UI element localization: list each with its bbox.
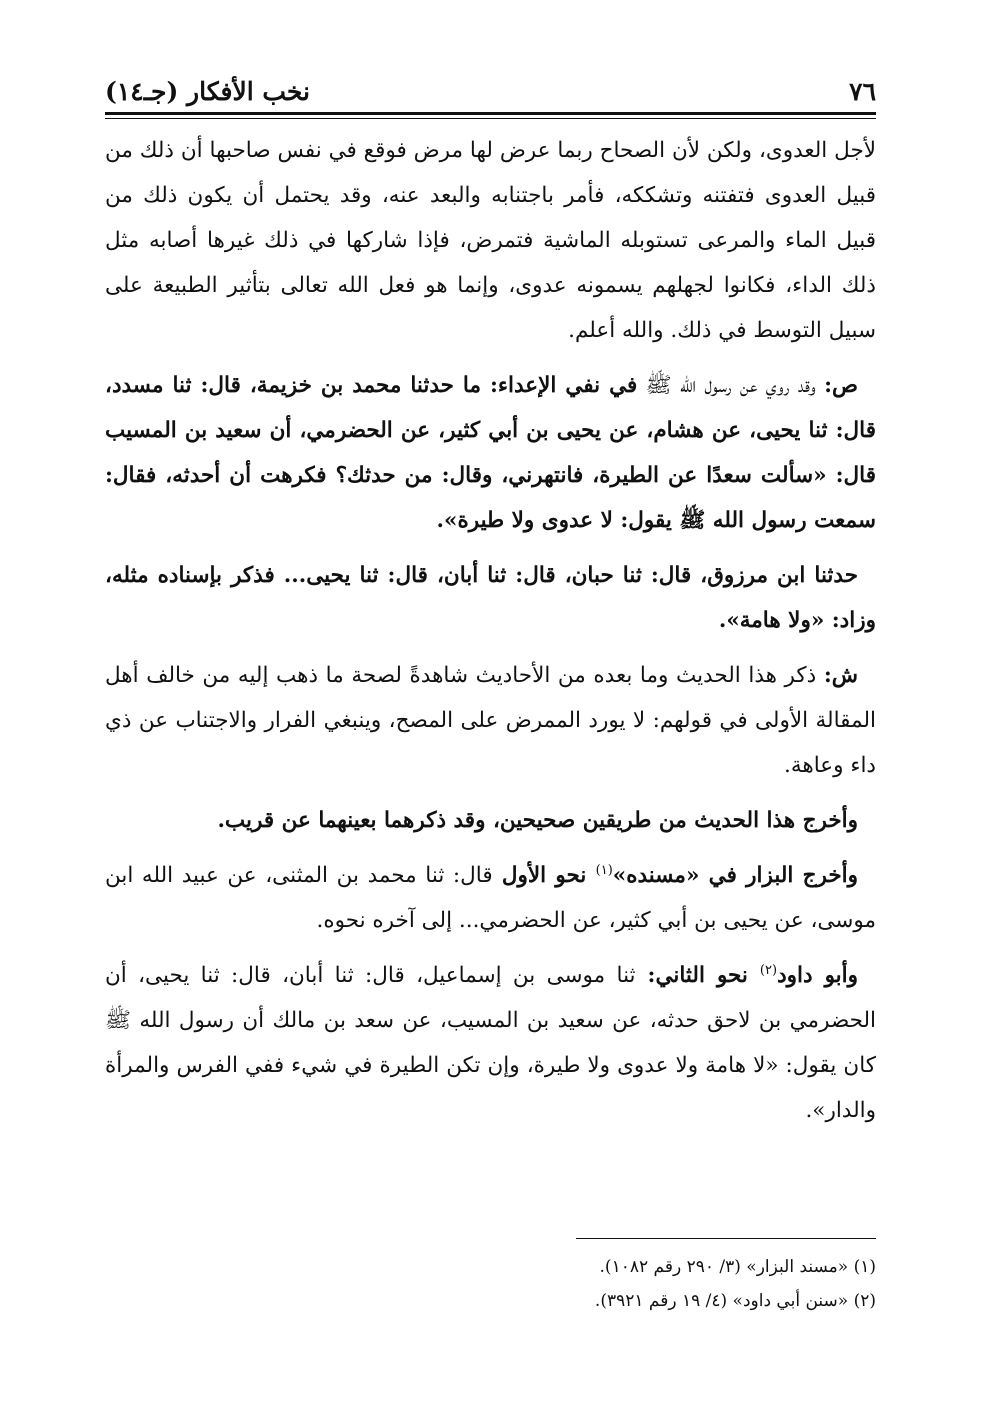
sad-intro: وقد روي عن رسول الله ﷺ: [637, 373, 825, 398]
hadith-2-paragraph: [105, 553, 876, 643]
abu-dawud-paragraph: [105, 953, 876, 1133]
shin-paragraph: [105, 653, 876, 788]
footnote-1: (١) «مسند البزار» (٣/ ٢٩٠ رقم ١٠٨٢).: [599, 1257, 876, 1277]
sad-paragraph: [105, 363, 876, 543]
footnote-2: (٢) «سنن أبي داود» (٤/ ١٩ رقم ٣٩٢١).: [594, 1291, 876, 1311]
abu-dawud-text: ثنا موسى بن إسماعيل، قال: ثنا أبان، قال: ثنا يحيى، أن الحضرمي بن لاحق حدثه، عن سعيد بن المسيب، عن سعد بن مالك أن رسول الله ﷺ كان يقول: «لا هامة ولا عدوى ولا طيرة، وإن تكن الطيرة في شيء ففي الفرس والمرأة والدار».: [105, 963, 876, 1123]
shin-text: ذكر هذا الحديث وما بعده من الأحاديث شاهدةً لصحة ما ذهب إليه من خالف أهل المقالة الأولى في قولهم: لا يورد الممرض على المصح، وينبغي الفرار والاجتناب عن ذي داء وعاهة.: [105, 663, 876, 778]
sad-bold-text: في نفي الإعداء: ما حدثنا محمد بن خزيمة، قال: ثنا مسدد، قال: ثنا يحيى، عن هشام، عن يحيى بن أبي كثير، عن الحضرمي، أن سعيد بن المسيب قال: «سألت سعدًا عن الطيرة، فانتهرني، وقال: من حدثك؟ فكرهت أن أحدثه، فقال: سمعت رسول الله ﷺ يقول: لا عدوى ولا طيرة».: [105, 373, 876, 533]
footnote-ref-2[interactable]: (٢): [759, 962, 778, 978]
paragraph-1: لأجل العدوى، ولكن لأن الصحاح ربما عرض لها مرض فوقع في نفس صاحبها أن ذلك من قبيل العدوى فتفتنه وتشككه، فأمر باجتنابه والبعد عنه، وقد يحتمل أن يكون ذلك من قبيل الماء والمرعى تستوبله الماشية فتمرض، فإذا شاركها في ذلك غيرها أصابه مثل ذلك الداء، فكانوا لجهلهم يسمونه عدوى، وإنما هو فعل الله تعالى بتأثير الطبيعة على سبيل التوسط في ذلك. والله أعلم.: [105, 138, 876, 343]
bazzar-lead: وأخرج البزار في «مسنده»: [612, 863, 858, 888]
bazzar-mid: نحو الأول: [492, 863, 596, 888]
hadith-2-text: حدثنا ابن مرزوق، قال: ثنا حبان، قال: ثنا أبان، قال: ثنا يحيى... فذكر بإسناده مثله، وزاد: «ولا هامة».: [105, 563, 876, 633]
sad-lead: ص:: [824, 373, 858, 398]
page-number: ٧٦: [849, 77, 876, 106]
abu-dawud-mid: نحو الثاني:: [635, 963, 760, 988]
footnotes: [105, 1250, 876, 1318]
footnote-separator: [576, 1238, 876, 1239]
akhraja-paragraph: وأخرج هذا الحديث من طريقين صحيحين، وقد ذكرهما بعينهما عن قريب.: [217, 808, 858, 833]
bazzar-paragraph: [105, 853, 876, 943]
page-body: [105, 128, 876, 1143]
abu-dawud-lead: وأبو داود: [777, 963, 859, 988]
shin-lead: ش:: [823, 663, 858, 688]
header-rule-thick: [105, 112, 876, 115]
page-header: [105, 70, 876, 106]
book-title: نخب الأفكار (جـ١٤): [105, 77, 311, 106]
header-rule-thin: [105, 118, 876, 119]
footnote-ref-1[interactable]: (١): [595, 862, 613, 878]
bazzar-text: قال: ثنا محمد بن المثنى، عن عبيد الله ابن موسى، عن يحيى بن أبي كثير، عن الحضرمي... إلى آخره نحوه.: [105, 863, 876, 933]
